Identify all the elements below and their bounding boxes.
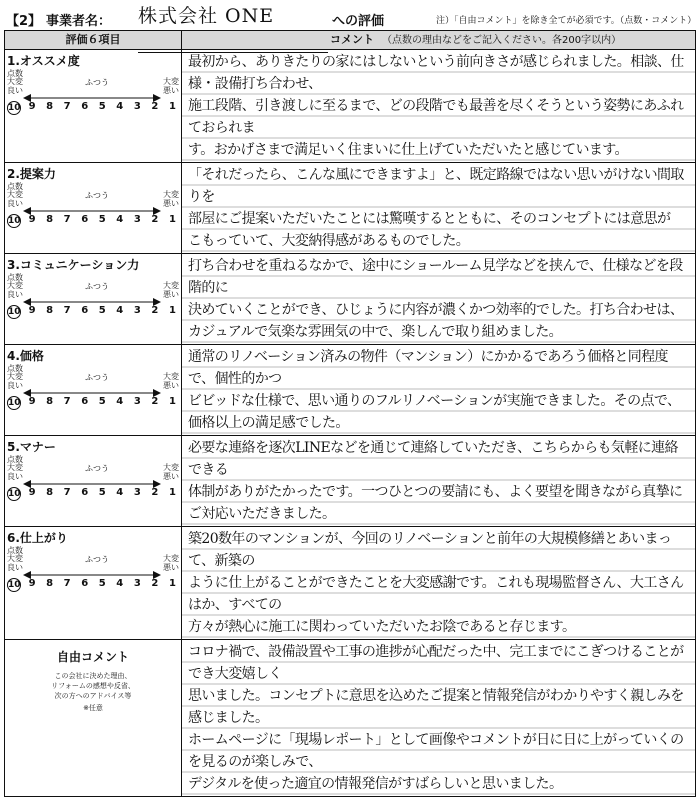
comment-text: 通常のリノベーション済みの物件（マンション）にかかるであろう価格と同程度で、個性的かつ ビビッドな仕様で、思い通りのフルリノベーションが実施できました。その点で、 価格以上の満足感でした。: [188, 349, 681, 431]
scale-middle-label: ふつう: [85, 282, 109, 291]
score-option-2[interactable]: 2: [151, 305, 159, 316]
scale-left-bottom: 良い: [7, 199, 23, 208]
scale-left-top: 大変: [7, 281, 23, 290]
score-option-2[interactable]: 2: [151, 396, 159, 407]
comment-header-label: コメント: [330, 33, 374, 46]
scale-arrow-icon: [23, 564, 161, 572]
item-cell: [5, 436, 182, 527]
score-option-7[interactable]: 7: [63, 578, 71, 589]
scale-right-top: 大変: [163, 77, 179, 86]
score-option-6[interactable]: 6: [81, 101, 89, 112]
comment-text: 必要な連絡を逐次LINEなどを通じて連絡していただき、こちらからも気軽に連絡できる 体制がありがたかったです。一つひとつの要請にも、よく要望を聞きながら真摯に ご対応いただきました。: [188, 440, 683, 522]
score-option-4[interactable]: 4: [116, 305, 124, 316]
company-label: 事業者名：: [46, 14, 112, 29]
scale-arrow-icon: [23, 382, 161, 390]
score-option-9[interactable]: 9: [28, 578, 36, 589]
item-title: 1.オススメ度: [7, 54, 80, 68]
score-option-9[interactable]: 9: [28, 305, 36, 316]
score-scale: [7, 487, 179, 501]
scale-left-bottom: 良い: [7, 563, 23, 572]
scale-right-label: [163, 372, 179, 390]
item-cell: [5, 163, 182, 254]
scale-left-label: [7, 372, 23, 390]
scale-middle-label: ふつう: [85, 555, 109, 564]
score-scale: [7, 396, 179, 410]
score-label: 点数: [7, 273, 23, 282]
score-option-2[interactable]: 2: [151, 101, 159, 112]
score-option-4[interactable]: 4: [116, 214, 124, 225]
company-name: 株式会社 ONE: [138, 4, 328, 53]
scale-right-top: 大変: [163, 372, 179, 381]
scale-right-bottom: 悪い: [163, 381, 179, 390]
score-option-10[interactable]: 10: [8, 307, 21, 317]
comment-cell[interactable]: [182, 436, 696, 527]
comment-cell[interactable]: [182, 527, 696, 640]
scale-right-top: 大変: [163, 463, 179, 472]
scale-left-bottom: 良い: [7, 290, 23, 299]
score-option-9[interactable]: 9: [28, 396, 36, 407]
evaluation-row: [5, 527, 696, 640]
score-scale: [7, 578, 179, 592]
comment-header: [182, 31, 696, 50]
item-cell: [5, 254, 182, 345]
score-option-10[interactable]: 10: [8, 216, 21, 226]
score-option-5[interactable]: 5: [98, 305, 106, 316]
scale-arrow-icon: [23, 87, 161, 95]
comment-cell[interactable]: [182, 254, 696, 345]
scale-middle-label: ふつう: [85, 464, 109, 473]
score-option-6[interactable]: 6: [81, 396, 89, 407]
score-option-7[interactable]: 7: [63, 101, 71, 112]
scale-right-bottom: 悪い: [163, 472, 179, 481]
score-option-1[interactable]: 1: [168, 214, 176, 225]
evaluation-table: [4, 30, 696, 797]
score-option-10[interactable]: 10: [8, 489, 21, 499]
required-note: 注）「自由コメント」を除き全てが必須です。（点数・コメント）: [436, 16, 697, 26]
free-comment-cell[interactable]: [182, 640, 696, 797]
score-option-3[interactable]: 3: [133, 305, 141, 316]
free-comment-title: 自由コメント: [56, 650, 129, 664]
scale-right-bottom: 悪い: [163, 86, 179, 95]
items-header: 評価６項目: [5, 31, 182, 50]
evaluation-row: [5, 345, 696, 436]
score-option-7[interactable]: 7: [63, 487, 71, 498]
score-option-9[interactable]: 9: [28, 214, 36, 225]
score-option-2[interactable]: 2: [151, 214, 159, 225]
score-scale: [7, 101, 179, 115]
item-title: 6.仕上がり: [7, 531, 68, 545]
score-option-6[interactable]: 6: [81, 487, 89, 498]
free-comment-label-cell: [5, 640, 182, 797]
score-option-5[interactable]: 5: [98, 101, 106, 112]
scale-left-label: [7, 77, 23, 95]
scale-arrow-icon: [23, 200, 161, 208]
score-option-6[interactable]: 6: [81, 214, 89, 225]
score-option-4[interactable]: 4: [116, 101, 124, 112]
score-option-8[interactable]: 8: [46, 101, 54, 112]
evaluation-row: [5, 254, 696, 345]
score-option-8[interactable]: 8: [46, 487, 54, 498]
score-option-2[interactable]: 2: [151, 487, 159, 498]
score-option-7[interactable]: 7: [63, 396, 71, 407]
free-comment-optional: ※任意: [83, 704, 103, 712]
score-label: 点数: [7, 69, 23, 78]
score-option-7[interactable]: 7: [63, 214, 71, 225]
scale-right-top: 大変: [163, 554, 179, 563]
score-option-3[interactable]: 3: [133, 396, 141, 407]
score-option-10[interactable]: 10: [8, 580, 21, 590]
comment-text: 最初から、ありきたりの家にはしないという前向きさが感じられました。相談、仕様・設備打ち合わせ、 施工段階、引き渡しに至るまで、どの段階でも最善を尽くそうという姿勢にあふれておられま す。おかげさまで満足いく住まいに仕上げていただいたと感じています。: [188, 54, 684, 158]
scale-right-label: [163, 190, 179, 208]
score-option-4[interactable]: 4: [116, 396, 124, 407]
score-option-6[interactable]: 6: [81, 578, 89, 589]
score-label: 点数: [7, 546, 23, 555]
item-cell: [5, 345, 182, 436]
evaluation-row: [5, 163, 696, 254]
item-cell: [5, 527, 182, 640]
scale-left-label: [7, 190, 23, 208]
score-option-1[interactable]: 1: [168, 487, 176, 498]
score-option-8[interactable]: 8: [46, 578, 54, 589]
score-option-5[interactable]: 5: [98, 578, 106, 589]
scale-arrow-icon: [23, 291, 161, 299]
score-option-4[interactable]: 4: [116, 578, 124, 589]
scale-right-top: 大変: [163, 190, 179, 199]
scale-left-label: [7, 281, 23, 299]
scale-left-bottom: 良い: [7, 381, 23, 390]
item-title: 3.コミュニケーション力: [7, 258, 140, 272]
scale-middle-label: ふつう: [85, 373, 109, 382]
score-option-1[interactable]: 1: [168, 101, 176, 112]
score-option-9[interactable]: 9: [28, 101, 36, 112]
score-option-6[interactable]: 6: [81, 305, 89, 316]
score-scale: [7, 305, 179, 319]
item-cell: [5, 50, 182, 163]
scale-right-bottom: 悪い: [163, 290, 179, 299]
scale-left-label: [7, 463, 23, 481]
table-header-row: [5, 31, 696, 50]
scale-middle-label: ふつう: [85, 191, 109, 200]
score-option-3[interactable]: 3: [133, 578, 141, 589]
scale-right-label: [163, 463, 179, 481]
scale-left-label: [7, 554, 23, 572]
score-option-3[interactable]: 3: [133, 487, 141, 498]
score-label: 点数: [7, 455, 23, 464]
scale-left-bottom: 良い: [7, 86, 23, 95]
score-option-1[interactable]: 1: [168, 305, 176, 316]
comment-cell[interactable]: [182, 163, 696, 254]
score-option-4[interactable]: 4: [116, 487, 124, 498]
section-number: 【2】: [6, 14, 42, 29]
page-header: [0, 0, 700, 34]
evaluation-row: [5, 50, 696, 163]
score-option-5[interactable]: 5: [98, 396, 106, 407]
comment-header-note: （点数の理由などをご記入ください。各200字以内）: [382, 35, 622, 46]
scale-left-top: 大変: [7, 372, 23, 381]
score-option-9[interactable]: 9: [28, 487, 36, 498]
score-option-8[interactable]: 8: [46, 396, 54, 407]
scale-middle-label: ふつう: [85, 78, 109, 87]
score-option-7[interactable]: 7: [63, 305, 71, 316]
scale-right-label: [163, 77, 179, 95]
score-option-1[interactable]: 1: [168, 578, 176, 589]
item-title: 4.価格: [7, 349, 44, 363]
evaluation-suffix: への評価: [332, 14, 385, 29]
scale-left-top: 大変: [7, 77, 23, 86]
free-comment-text: コロナ禍で、設備設置や工事の進捗が心配だった中、完工までにこぎつけることができ大変嬉しく 思いました。コンセプトに意思を込めたご提案と情報発信がわかりやすく親しみを感じました。 ホームページに「現場レポート」として画像やコメントが日に日に上がっていくのを見るのが楽しみで、 デジタルを使った適宜の情報発信がすばらしいと思いました。: [188, 644, 684, 792]
scale-right-bottom: 悪い: [163, 563, 179, 572]
comment-cell[interactable]: [182, 345, 696, 436]
scale-arrow-icon: [23, 473, 161, 481]
score-option-2[interactable]: 2: [151, 578, 159, 589]
score-option-5[interactable]: 5: [98, 214, 106, 225]
score-option-1[interactable]: 1: [168, 396, 176, 407]
free-comment-note: この会社に決めた理由、 リフォームの感想や反省、 次の方へのアドバイス等: [51, 672, 135, 700]
comment-cell[interactable]: [182, 50, 696, 163]
items-body: [5, 50, 696, 640]
score-option-5[interactable]: 5: [98, 487, 106, 498]
comment-text: 打ち合わせを重ねるなかで、途中にショールーム見学などを挟んで、仕様などを段階的に 決めていくことができ、ひじょうに内容が濃くかつ効率的でした。打ち合わせは、 カジュアルで気楽な雰囲気の中で、楽しんで取り組めました。: [188, 258, 684, 340]
scale-left-top: 大変: [7, 463, 23, 472]
scale-left-top: 大変: [7, 554, 23, 563]
free-comment-row: [5, 640, 696, 797]
item-title: 5.マナー: [7, 440, 56, 454]
scale-right-top: 大変: [163, 281, 179, 290]
evaluation-row: [5, 436, 696, 527]
comment-text: 築20数年のマンションが、今回のリノベーションと前年の大規模修繕とあいまって、新築の ように仕上がることができたことを大変感謝です。これも現場監督さん、大工さんはか、すべての 方々が熱心に施工に関わっていただいたお陰であると存じます。: [188, 531, 684, 635]
comment-text: 「それだったら、こんな風にできますよ」と、既定路線ではない思いがけない間取りを 部屋にご提案いただいたことには驚嘆するとともに、そのコンセプトには意思が こもっていて、大変納得感があるものでした。: [188, 167, 684, 249]
score-option-8[interactable]: 8: [46, 305, 54, 316]
score-option-10[interactable]: 10: [8, 103, 21, 113]
score-label: 点数: [7, 364, 23, 373]
scale-left-bottom: 良い: [7, 472, 23, 481]
scale-right-label: [163, 281, 179, 299]
score-option-8[interactable]: 8: [46, 214, 54, 225]
score-label: 点数: [7, 182, 23, 191]
score-option-3[interactable]: 3: [133, 101, 141, 112]
scale-left-top: 大変: [7, 190, 23, 199]
scale-right-label: [163, 554, 179, 572]
score-option-10[interactable]: 10: [8, 398, 21, 408]
score-scale: [7, 214, 179, 228]
item-title: 2.提案力: [7, 167, 56, 181]
scale-right-bottom: 悪い: [163, 199, 179, 208]
score-option-3[interactable]: 3: [133, 214, 141, 225]
